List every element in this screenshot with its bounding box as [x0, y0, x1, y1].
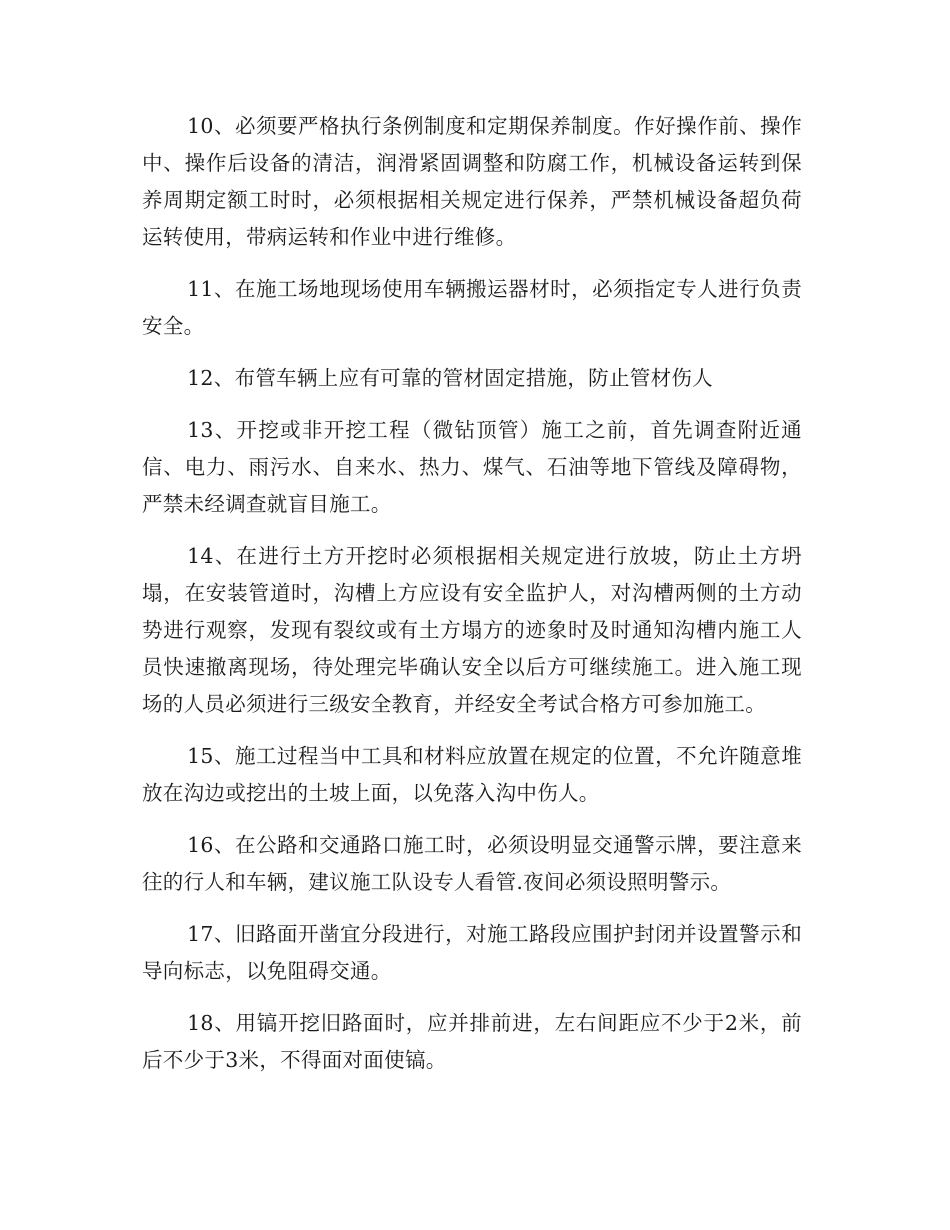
paragraph-17: 17、旧路面开凿宜分段进行，对施工路段应围护封闭并设置警示和导向标志，以免阻碍交通。	[142, 922, 802, 983]
paragraph-13: 13、开挖或非开挖工程（微钻顶管）施工之前，首先调查附近通信、电力、雨污水、自来水、热力、煤气、石油等地下管线及障碍物，严禁未经调查就盲目施工。	[142, 418, 802, 516]
paragraph-11: 11、在施工场地现场使用车辆搬运器材时，必须指定专人进行负责安全。	[142, 277, 802, 338]
paragraph-15: 15、施工过程当中工具和材料应放置在规定的位置，不允许随意堆放在沟边或挖出的土坡上面，以免落入沟中伤人。	[142, 744, 802, 805]
paragraph-18: 18、用镐开挖旧路面时，应并排前进，左右间距应不少于2米，前后不少于3米，不得面对面使镐。	[142, 1011, 802, 1072]
paragraph-10: 10、必须要严格执行条例制度和定期保养制度。作好操作前、操作中、操作后设备的清洁，润滑紧固调整和防腐工作，机械设备运转到保养周期定额工时时，必须根据相关规定进行保养，严禁机械设备超负荷运转使用，带病运转和作业中进行维修。	[142, 114, 802, 249]
paragraph-14: 14、在进行土方开挖时必须根据相关规定进行放坡，防止土方坍塌，在安装管道时，沟槽上方应设有安全监护人，对沟槽两侧的土方动势进行观察，发现有裂纹或有土方塌方的迹象时及时通知沟槽内施工人员快速撤离现场，待处理完毕确认安全以后方可继续施工。进入施工现场的人员必须进行三级安全教育，并经安全考试合格方可参加施工。	[142, 544, 802, 716]
document-body	[142, 108, 802, 1094]
paragraph-12: 12、布管车辆上应有可靠的管材固定措施，防止管材伤人	[187, 366, 713, 390]
paragraph-16: 16、在公路和交通路口施工时，必须设明显交通警示牌，要注意来往的行人和车辆，建议施工队设专人看管.夜间必须设照明警示。	[142, 833, 802, 894]
